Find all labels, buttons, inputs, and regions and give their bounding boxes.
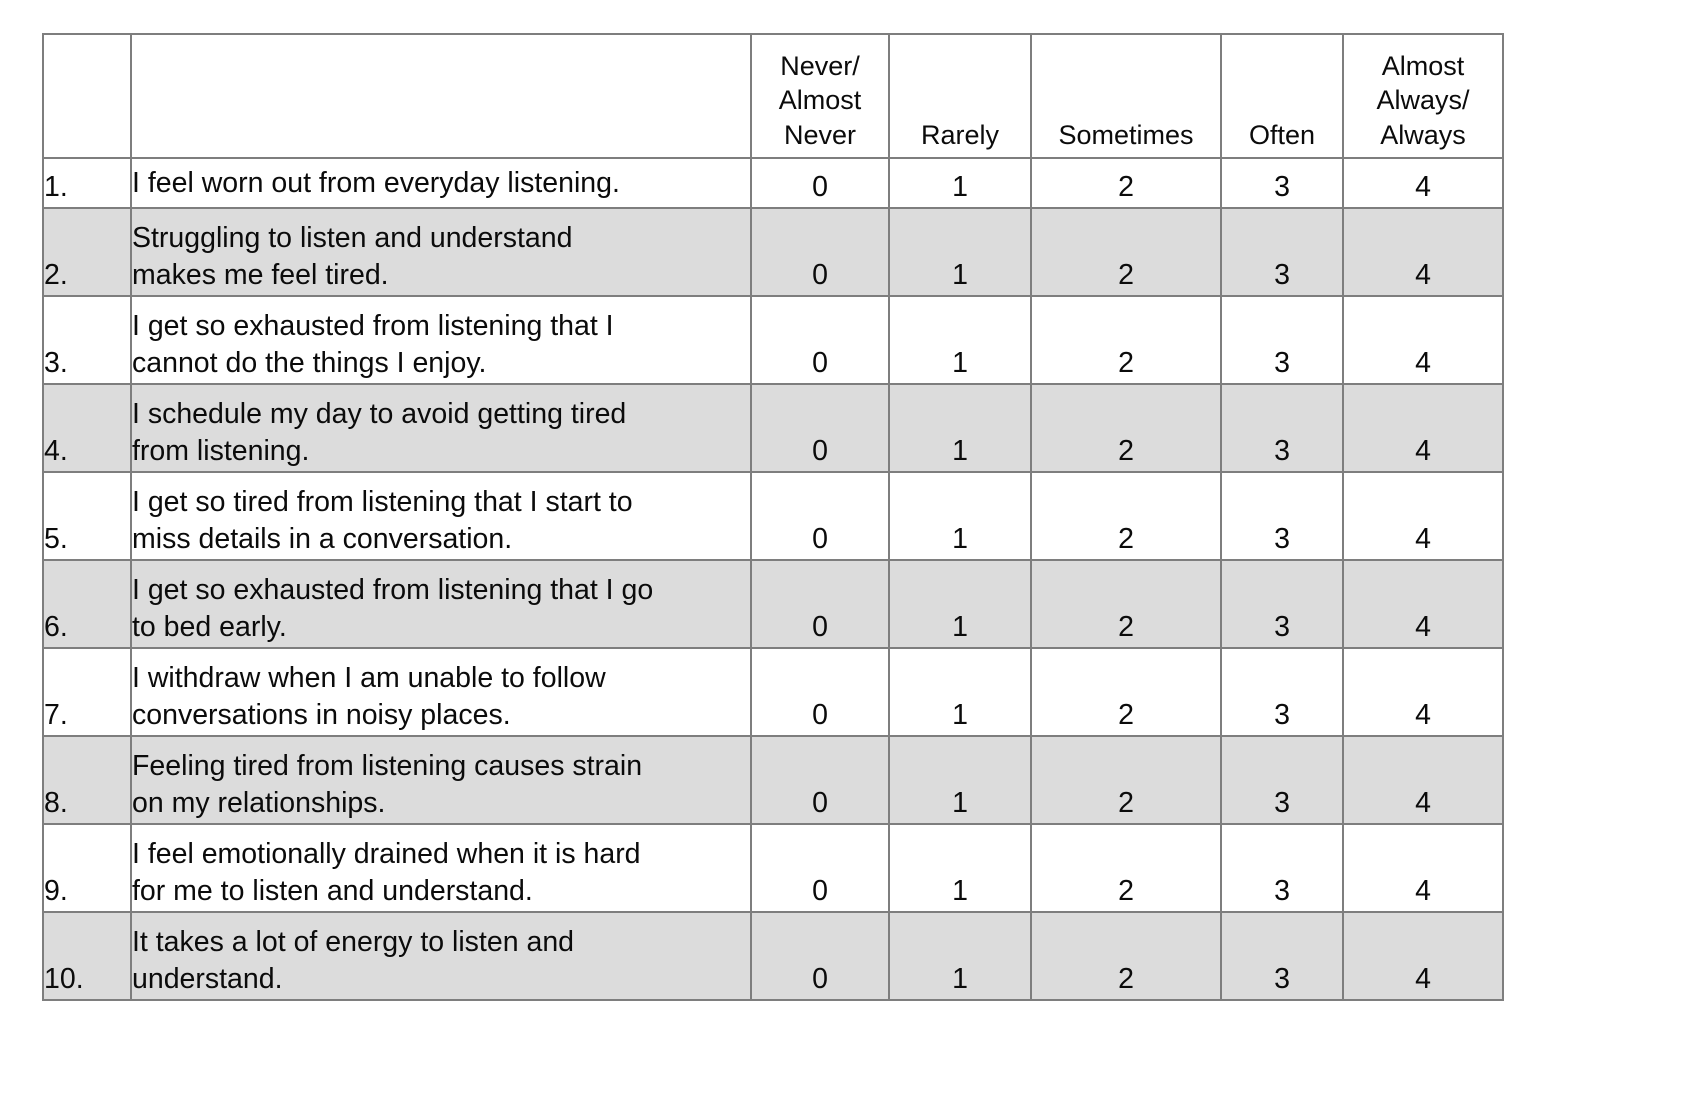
table-row [43,648,1503,736]
score-option-0[interactable]: 0 [751,824,889,912]
score-option-4[interactable]: 4 [1343,648,1503,736]
score-option-2[interactable]: 2 [1031,560,1221,648]
score-option-1[interactable]: 1 [889,296,1031,384]
score-option-3[interactable]: 3 [1221,560,1343,648]
statement-text [131,560,751,648]
score-option-0[interactable]: 0 [751,296,889,384]
table-body [43,158,1503,1000]
statement-text [131,736,751,824]
statement-line: Feeling tired from listening causes strain [132,749,643,782]
score-option-3[interactable]: 3 [1221,384,1343,472]
score-option-4[interactable]: 4 [1343,208,1503,296]
statement-text [131,648,751,736]
row-number: 2. [43,208,131,296]
statement-line: from listening. [132,435,310,468]
score-option-3[interactable]: 3 [1221,208,1343,296]
statement-text [131,824,751,912]
score-option-0[interactable]: 0 [751,736,889,824]
table-row [43,296,1503,384]
score-option-1[interactable]: 1 [889,824,1031,912]
header-cell-number [43,34,131,158]
statement-line: I schedule my day to avoid getting tired [132,397,627,430]
score-option-1[interactable]: 1 [889,158,1031,208]
score-option-2[interactable]: 2 [1031,208,1221,296]
statement-text [131,384,751,472]
statement-line: conversations in noisy places. [132,699,511,732]
header-never-line3: Never [783,120,857,151]
statement-line: makes me feel tired. [132,259,389,292]
score-option-3[interactable]: 3 [1221,648,1343,736]
row-number: 8. [43,736,131,824]
score-option-0[interactable]: 0 [751,208,889,296]
statement-text [131,472,751,560]
score-option-4[interactable]: 4 [1343,158,1503,208]
score-option-2[interactable]: 2 [1031,472,1221,560]
score-option-4[interactable]: 4 [1343,384,1503,472]
header-cell-statement [131,34,751,158]
score-option-4[interactable]: 4 [1343,824,1503,912]
score-option-1[interactable]: 1 [889,208,1031,296]
statement-text [131,912,751,1000]
header-cell-never [751,34,889,158]
row-number: 3. [43,296,131,384]
statement-line: on my relationships. [132,787,386,820]
score-option-2[interactable]: 2 [1031,384,1221,472]
listening-fatigue-questionnaire-table [42,33,1504,1001]
statement-line: It takes a lot of energy to listen and [132,925,575,958]
statement-line: cannot do the things I enjoy. [132,347,487,380]
score-option-4[interactable]: 4 [1343,560,1503,648]
score-option-3[interactable]: 3 [1221,158,1343,208]
statement-line: for me to listen and understand. [132,875,533,908]
score-option-2[interactable]: 2 [1031,158,1221,208]
score-option-0[interactable]: 0 [751,560,889,648]
table-row [43,158,1503,208]
table-row [43,472,1503,560]
statement-line: I get so exhausted from listening that I [132,309,614,342]
header-always-line3: Always [1380,120,1466,151]
table-row [43,736,1503,824]
table-row [43,208,1503,296]
score-option-0[interactable]: 0 [751,158,889,208]
score-option-4[interactable]: 4 [1343,472,1503,560]
score-option-4[interactable]: 4 [1343,296,1503,384]
header-cell-sometimes: Sometimes [1031,34,1221,158]
row-number: 7. [43,648,131,736]
header-cell-always [1343,34,1503,158]
header-always-line2: Always/ [1376,85,1470,116]
statement-line: I feel worn out from everyday listening. [132,167,620,200]
score-option-2[interactable]: 2 [1031,296,1221,384]
row-number: 4. [43,384,131,472]
score-option-0[interactable]: 0 [751,472,889,560]
score-option-1[interactable]: 1 [889,648,1031,736]
statement-line: I get so exhausted from listening that I go [132,573,654,606]
row-number: 9. [43,824,131,912]
score-option-2[interactable]: 2 [1031,824,1221,912]
statement-text [131,208,751,296]
score-option-1[interactable]: 1 [889,560,1031,648]
statement-line: Struggling to listen and understand [132,221,573,254]
header-cell-often: Often [1221,34,1343,158]
score-option-3[interactable]: 3 [1221,472,1343,560]
score-option-2[interactable]: 2 [1031,736,1221,824]
row-number: 1. [43,158,131,208]
header-row [43,34,1503,158]
score-option-3[interactable]: 3 [1221,912,1343,1000]
statement-line: to bed early. [132,611,287,644]
statement-line: miss details in a conversation. [132,523,513,556]
statement-line: I withdraw when I am unable to follow [132,661,606,694]
score-option-2[interactable]: 2 [1031,912,1221,1000]
score-option-1[interactable]: 1 [889,736,1031,824]
statement-line: I feel emotionally drained when it is hard [132,837,641,870]
score-option-4[interactable]: 4 [1343,912,1503,1000]
statement-text [131,158,751,208]
score-option-0[interactable]: 0 [751,384,889,472]
table-row [43,384,1503,472]
statement-line: understand. [132,963,283,996]
score-option-1[interactable]: 1 [889,912,1031,1000]
score-option-3[interactable]: 3 [1221,736,1343,824]
score-option-1[interactable]: 1 [889,384,1031,472]
score-option-0[interactable]: 0 [751,648,889,736]
statement-text [131,296,751,384]
header-cell-rarely: Rarely [889,34,1031,158]
header-never-line2: Almost [778,85,862,116]
row-number: 10. [43,912,131,1000]
header-always-line1: Almost [1381,50,1465,81]
score-option-1[interactable]: 1 [889,472,1031,560]
score-option-3[interactable]: 3 [1221,296,1343,384]
score-option-0[interactable]: 0 [751,912,889,1000]
row-number: 5. [43,472,131,560]
score-option-4[interactable]: 4 [1343,736,1503,824]
table-header [43,34,1503,158]
table-row [43,824,1503,912]
score-option-3[interactable]: 3 [1221,824,1343,912]
score-option-2[interactable]: 2 [1031,648,1221,736]
table-row [43,912,1503,1000]
row-number: 6. [43,560,131,648]
table-row [43,560,1503,648]
header-never-line1: Never/ [780,50,860,81]
statement-line: I get so tired from listening that I start to [132,485,633,518]
